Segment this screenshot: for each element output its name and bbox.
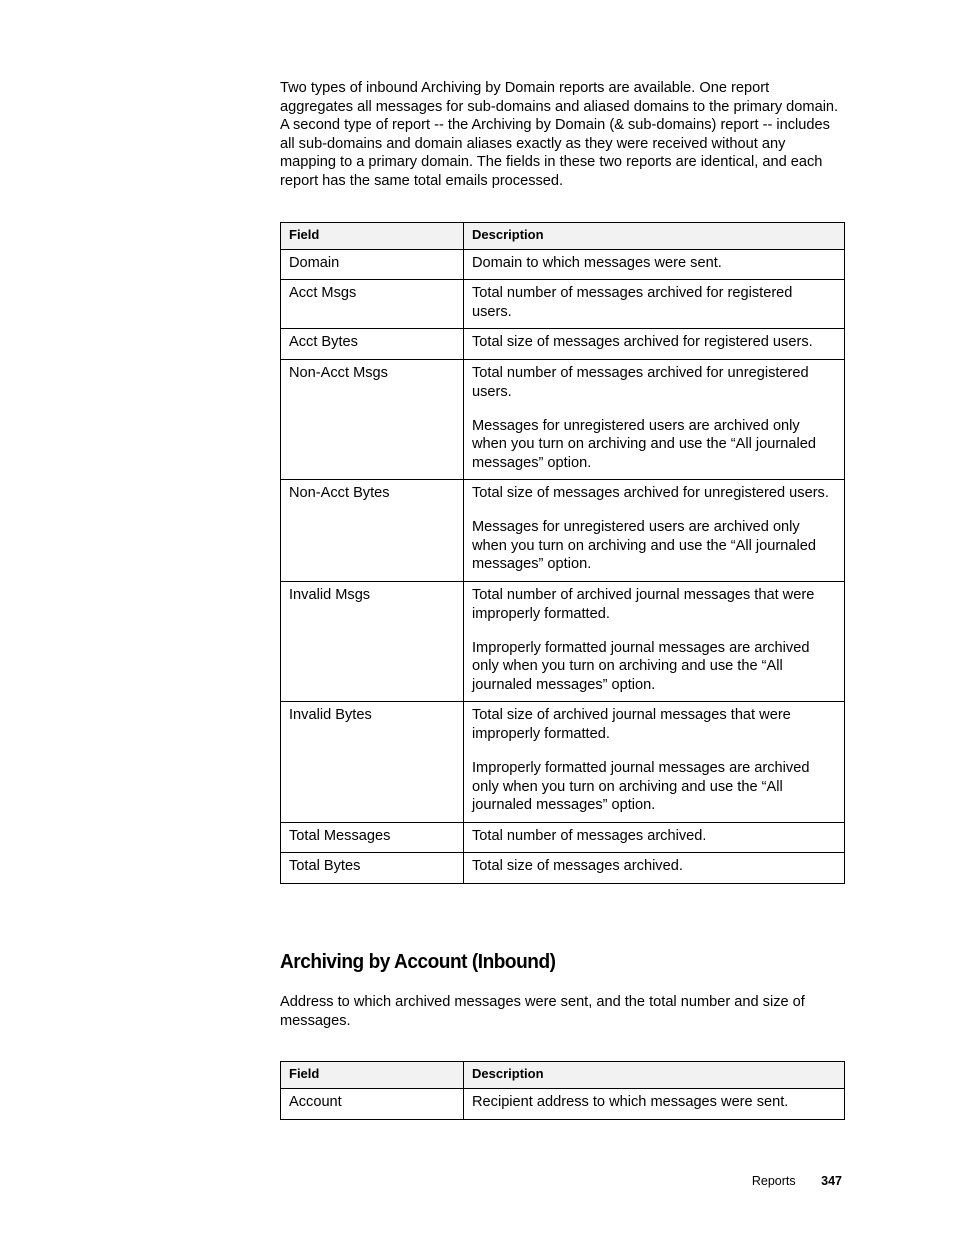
- table-header-row: [281, 222, 845, 249]
- description-cell: [464, 280, 845, 329]
- field-cell: Non-Acct Msgs: [281, 359, 464, 479]
- field-column-header: Field: [281, 1062, 464, 1089]
- description-text: Total number of messages archived.: [472, 827, 707, 844]
- description-text: Total size of messages archived.: [472, 858, 683, 875]
- description-cell: [464, 480, 845, 582]
- field-cell: Acct Bytes: [281, 329, 464, 360]
- description-note: Messages for unregistered users are archived only when you turn on archiving and use the “All journaled messages” option.: [472, 417, 816, 471]
- page-number: 347: [821, 1174, 842, 1188]
- description-column-header: Description: [464, 222, 845, 249]
- field-cell: Non-Acct Bytes: [281, 480, 464, 582]
- field-cell: Total Bytes: [281, 853, 464, 884]
- domain-fields-table: [280, 222, 845, 884]
- field-cell: Acct Msgs: [281, 280, 464, 329]
- table-header-row: [281, 1062, 845, 1089]
- description-cell: [464, 329, 845, 360]
- table-row: [281, 1089, 845, 1120]
- description-cell: [464, 853, 845, 884]
- table-row: [281, 822, 845, 853]
- footer-section-name: Reports: [751, 1174, 796, 1188]
- description-cell: [464, 702, 845, 822]
- description-note: Messages for unregistered users are archived only when you turn on archiving and use the “All journaled messages” option.: [472, 519, 816, 573]
- field-cell: Invalid Bytes: [281, 702, 464, 822]
- description-text: Total size of messages archived for unregistered users.: [472, 485, 829, 502]
- page-content: [280, 79, 844, 884]
- description-text: Recipient address to which messages were sent.: [472, 1094, 789, 1110]
- description-cell: [464, 822, 845, 853]
- table-row: [281, 329, 845, 360]
- description-text: Total size of messages archived for registered users.: [472, 334, 813, 351]
- table-row: [281, 359, 845, 479]
- table-row: [281, 480, 845, 582]
- description-cell: [464, 582, 845, 702]
- field-cell: Invalid Msgs: [281, 582, 464, 702]
- description-text: Domain to which messages were sent.: [472, 254, 722, 271]
- field-cell: Account: [281, 1089, 464, 1120]
- table-row: [281, 280, 845, 329]
- description-note: Improperly formatted journal messages are archived only when you turn on archiving and use the “All journaled messages” option.: [472, 760, 810, 814]
- description-cell: [464, 359, 845, 479]
- table-row: [281, 702, 845, 822]
- description-text: Total number of messages archived for unregistered users.: [472, 364, 809, 400]
- table-row: [281, 853, 845, 884]
- field-cell: Total Messages: [281, 822, 464, 853]
- table-row: [281, 249, 845, 280]
- description-column-header: Description: [464, 1062, 845, 1089]
- description-text: Total size of archived journal messages that were improperly formatted.: [472, 707, 791, 743]
- description-note: Improperly formatted journal messages are archived only when you turn on archiving and use the “All journaled messages” option.: [472, 639, 810, 693]
- table-row: [281, 582, 845, 702]
- description-cell: [464, 249, 845, 280]
- intro-paragraph: Two types of inbound Archiving by Domain reports are available. One report aggregates all messages for sub-domains and aliased domains to the primary domain. A second type of report -- the Archiving by Domain (& sub-domains) report -- includes all sub-domains and domain aliases exactly as they were received without any mapping to a primary domain. The fields in these two reports are identical, and each report has the same total emails processed.: [280, 80, 839, 189]
- description-cell: [464, 1089, 845, 1120]
- description-text: Total number of archived journal messages that were improperly formatted.: [472, 587, 815, 622]
- field-column-header: Field: [281, 222, 464, 249]
- account-fields-table: [280, 1061, 845, 1120]
- description-text: Total number of messages archived for registered users.: [472, 285, 793, 320]
- section-description: Address to which archived messages were sent, and the total number and size of messages.: [280, 994, 805, 1029]
- field-cell: Domain: [281, 249, 464, 280]
- section-heading: Archiving by Account (Inbound): [280, 950, 556, 973]
- page-footer: [752, 1174, 842, 1188]
